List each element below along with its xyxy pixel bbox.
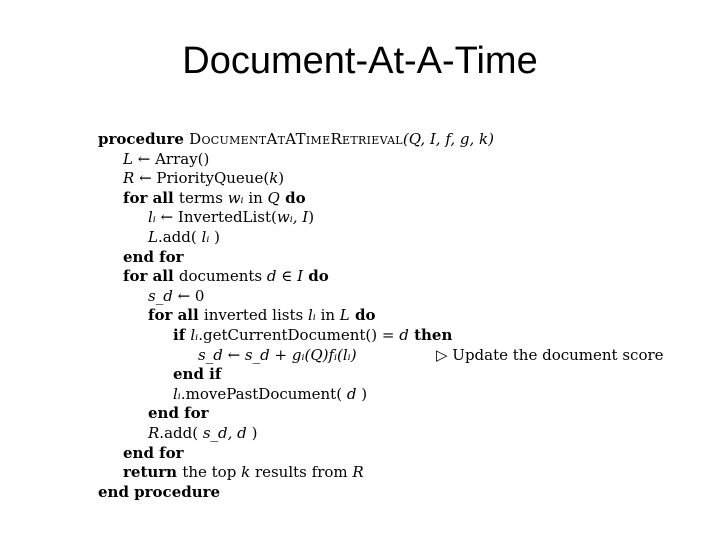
math-symbol: R	[148, 423, 160, 442]
code-text: )	[209, 227, 220, 246]
math-symbol: k	[241, 463, 251, 482]
code-text: documents	[178, 267, 267, 286]
code-text: )	[278, 169, 285, 188]
math-symbol: d ∈ I	[266, 267, 304, 286]
pseudocode-line	[98, 130, 494, 150]
pseudocode-line	[98, 169, 494, 189]
slide-title: Document-At-A-Time	[182, 40, 538, 82]
keyword: for all	[123, 188, 179, 207]
code-text: inverted lists	[203, 306, 308, 325]
pseudocode-line	[98, 306, 494, 326]
code-text: .add(	[157, 227, 202, 246]
math-symbol: wᵢ, I	[276, 208, 309, 227]
pseudocode-line	[98, 228, 494, 248]
math-symbol: lᵢ	[307, 306, 316, 325]
algorithm-pseudocode	[98, 130, 664, 502]
pseudocode-line	[98, 287, 494, 307]
math-symbol: d	[399, 325, 409, 344]
pseudocode-line	[98, 365, 494, 385]
keyword: procedure	[98, 130, 190, 148]
keyword: do	[279, 188, 306, 207]
keyword: end for	[123, 443, 184, 462]
math-symbol: R	[352, 463, 364, 482]
pseudocode-line	[98, 463, 494, 483]
math-symbol: lᵢ	[148, 208, 156, 227]
pseudocode-line	[98, 424, 494, 444]
code-text: .getCurrentDocument() =	[198, 325, 400, 344]
code-text: the top	[182, 463, 242, 482]
code-text: .add(	[159, 423, 203, 442]
code-comment: ▷ Update the document score	[436, 345, 664, 364]
keyword: end if	[173, 365, 222, 384]
pseudocode-line	[98, 208, 494, 228]
keyword: end procedure	[98, 482, 221, 501]
math-symbol: Q	[267, 188, 280, 207]
code-text: in	[315, 306, 340, 325]
pseudocode-line	[98, 385, 494, 405]
code-text: )	[356, 384, 368, 403]
math-symbol: L	[339, 306, 350, 325]
pseudocode-line	[98, 326, 494, 346]
pseudocode-line	[98, 150, 494, 170]
code-text: )	[308, 208, 315, 227]
keyword: do	[303, 267, 329, 286]
code-text: ← Array()	[132, 149, 210, 168]
code-text: ← 0	[172, 286, 205, 305]
math-symbol: L	[123, 149, 133, 168]
pseudocode-line	[98, 345, 664, 366]
math-symbol: s_d	[244, 345, 270, 364]
pseudocode-line	[98, 444, 494, 464]
math-symbol: R	[123, 169, 135, 188]
math-symbol: L	[148, 227, 158, 246]
keyword: end for	[148, 404, 209, 423]
keyword: for all	[123, 267, 179, 286]
keyword: then	[408, 325, 453, 344]
math-symbol: s_d, d	[202, 423, 247, 442]
pseudocode-line	[98, 267, 494, 287]
math-symbol: d	[346, 384, 357, 403]
math-symbol: (Q, I, f, g, k)	[402, 130, 494, 148]
code-text: ← InvertedList(	[155, 208, 277, 227]
code-text: in	[243, 188, 268, 207]
code-text: .movePastDocument(	[180, 384, 347, 403]
math-symbol: gᵢ(Q)fᵢ(lᵢ)	[291, 345, 357, 364]
math-symbol: k	[269, 169, 279, 188]
code-text: results from	[250, 463, 353, 482]
pseudocode-line	[98, 248, 494, 268]
keyword: for all	[148, 306, 204, 325]
code-text: )	[246, 423, 258, 442]
math-symbol: lᵢ	[173, 384, 181, 403]
code-text: ← PriorityQueue(	[134, 169, 270, 188]
pseudocode-line	[98, 404, 494, 424]
keyword: if	[173, 325, 191, 344]
math-symbol: wᵢ	[227, 188, 244, 207]
code-text: ←	[222, 345, 245, 364]
keyword: end for	[123, 247, 184, 266]
keyword: return	[123, 463, 183, 482]
procedure-name: DocumentAtATimeRetrieval	[189, 130, 403, 148]
math-symbol: lᵢ	[190, 325, 199, 344]
pseudocode-line	[98, 189, 494, 209]
keyword: do	[349, 306, 376, 325]
math-symbol: s_d	[148, 286, 173, 305]
math-symbol: s_d	[198, 345, 223, 364]
code-text: terms	[178, 188, 228, 207]
math-symbol: lᵢ	[201, 227, 210, 246]
pseudocode-line	[98, 483, 494, 503]
code-text: +	[269, 345, 292, 364]
